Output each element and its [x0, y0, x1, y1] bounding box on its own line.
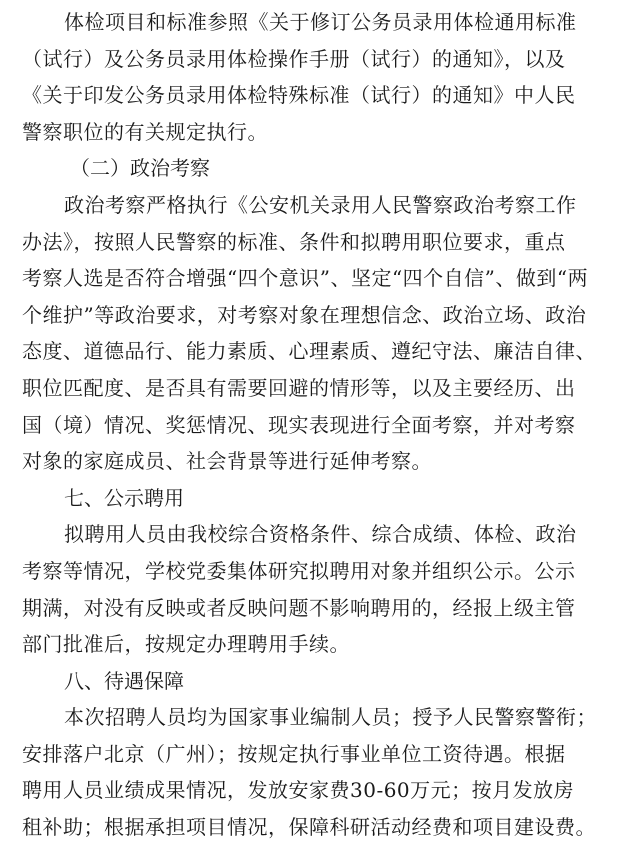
text-line: 职位匹配度、是否具有需要回避的情形等，以及主要经历、出 [22, 375, 576, 400]
text-line: 部门批准后，按规定办理聘用手续。 [22, 632, 350, 657]
text-line: 考察等情况，学校党委集体研究拟聘用对象并组织公示。公示 [22, 558, 576, 583]
text-line: 安排落户北京（广州）；按规定执行事业单位工资待遇。根据 [22, 741, 566, 766]
text-line: 期满，对没有反映或者反映问题不影响聘用的，经报上级主管 [22, 595, 576, 620]
text-line: 办法》，按照人民警察的标准、条件和拟聘用职位要求，重点 [22, 229, 566, 254]
paragraph-publicity [22, 516, 620, 662]
text-line: 租补助；根据承担项目情况，保障科研活动经费和项目建设费。 [22, 815, 596, 840]
text-line: 政治考察严格执行《公安机关录用人民警察政治考察工作 [64, 192, 577, 217]
text-line: 体检项目和标准参照《关于修订公务员录用体检通用标准 [64, 10, 577, 34]
text-line: 对象的家庭成员、社会背景等进行延伸考察。 [22, 449, 432, 474]
paragraph-physical-exam [22, 4, 620, 150]
section-heading-political: （二）政治考察 [70, 156, 210, 181]
text-line: 本次招聘人员均为国家事业编制人员；授予人民警察警衔； [64, 705, 597, 730]
text-line: （试行）及公务员录用体检操作手册（试行）的通知》，以及 [22, 46, 566, 71]
section-heading-benefits: 八、待遇保障 [64, 668, 184, 693]
text-line: 个维护”等政治要求，对考察对象在理想信念、政治立场、政治 [22, 302, 587, 327]
text-line: 聘用人员业绩成果情况，发放安家费30-60万元；按月发放房 [22, 778, 575, 803]
text-line: 《关于印发公务员录用体检特殊标准（试行）的通知》中人民 [22, 83, 576, 108]
text-line: 拟聘用人员由我校综合资格条件、综合成绩、体检、政治 [64, 522, 577, 547]
section-heading-publicity: 七、公示聘用 [64, 485, 184, 510]
paragraph-benefits [22, 699, 620, 845]
text-line: 态度、道德品行、能力素质、心理素质、遵纪守法、廉洁自律、 [22, 339, 596, 364]
text-line: 国（境）情况、奖惩情况、现实表现进行全面考察，并对考察 [22, 412, 576, 437]
paragraph-political [22, 187, 620, 480]
text-line: 考察人选是否符合增强“四个意识”、坚定“四个自信”、做到“两 [22, 266, 589, 291]
text-line: 警察职位的有关规定执行。 [22, 119, 268, 144]
